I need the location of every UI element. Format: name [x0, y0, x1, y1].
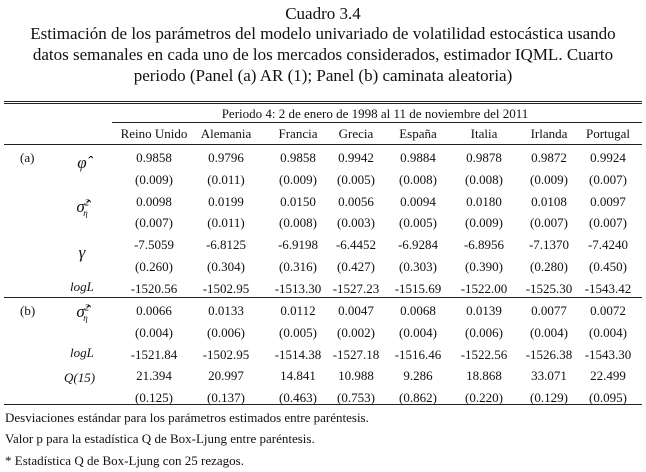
logl-label-b: logL — [70, 345, 94, 360]
cell-q15: 33.071 — [531, 368, 567, 383]
cell-phi-se: (0.009) — [279, 172, 317, 187]
cell-logl-a: -1520.56 — [130, 281, 178, 296]
cell-q15: 20.997 — [208, 368, 244, 383]
note-3: * Estadística Q de Box-Ljung con 25 rezagos. — [5, 453, 244, 468]
cell-logl-a: -1515.69 — [394, 281, 442, 296]
cell-sigma-b-se: (0.005) — [279, 325, 317, 340]
cell-sigma-a: 0.0098 — [136, 194, 172, 209]
cell-q15-pvalue: (0.862) — [399, 390, 437, 405]
cell-sigma-a: 0.0056 — [338, 194, 374, 209]
cell-phi: 0.9796 — [208, 150, 244, 165]
cell-sigma-a: 0.0199 — [208, 194, 244, 209]
panel-divider-rule — [4, 297, 642, 298]
column-header: España — [399, 126, 437, 141]
cell-logl-b: -1502.95 — [202, 347, 250, 362]
note-1: Desviaciones estándar para los parámetros estimados entre paréntesis. — [5, 410, 369, 425]
cell-sigma-b-se: (0.004) — [135, 325, 173, 340]
cell-gamma: -7.1370 — [528, 237, 570, 252]
column-header: Reino Unido — [120, 126, 188, 141]
cell-logl-a: -1522.00 — [460, 281, 508, 296]
cell-logl-b: -1527.18 — [332, 347, 380, 362]
cell-sigma-a-se: (0.011) — [207, 215, 245, 230]
cell-sigma-b-se: (0.006) — [465, 325, 503, 340]
cell-logl-b: -1516.46 — [394, 347, 442, 362]
cell-sigma-b: 0.0077 — [531, 303, 567, 318]
caption-line-1: Estimación de los parámetros del modelo univariado de volatilidad estocástica usando — [30, 24, 616, 43]
cell-q15-pvalue: (0.220) — [465, 390, 503, 405]
cell-logl-a: -1543.42 — [584, 281, 632, 296]
cell-phi-se: (0.008) — [399, 172, 437, 187]
cell-gamma-se: (0.316) — [279, 259, 317, 274]
cell-q15: 22.499 — [590, 368, 626, 383]
column-header: Alemania — [200, 126, 252, 141]
cell-sigma-a-se: (0.003) — [337, 215, 375, 230]
cell-gamma: -7.4240 — [587, 237, 629, 252]
table-number: Cuadro 3.4 — [285, 4, 361, 23]
cell-sigma-b: 0.0066 — [136, 303, 172, 318]
cell-phi-se: (0.007) — [589, 172, 627, 187]
bottom-rule — [4, 404, 642, 405]
cell-phi-se: (0.008) — [465, 172, 503, 187]
cell-phi: 0.9858 — [280, 150, 316, 165]
cell-phi-se: (0.009) — [530, 172, 568, 187]
cell-sigma-b: 0.0133 — [208, 303, 244, 318]
sigma-eta-symbol-b: σ̂$^2_\eta$ — [76, 302, 90, 324]
gamma-symbol: γ — [78, 243, 86, 262]
cell-gamma-se: (0.450) — [589, 259, 627, 274]
top-rule-double — [4, 103, 642, 104]
column-header: Portugal — [585, 126, 631, 141]
cell-sigma-b: 0.0068 — [400, 303, 436, 318]
top-rule — [4, 101, 642, 102]
column-header: Grecia — [338, 126, 374, 141]
cell-gamma-se: (0.304) — [207, 259, 245, 274]
cell-gamma: -7.5059 — [133, 237, 175, 252]
cell-sigma-b-se: (0.004) — [589, 325, 627, 340]
cell-logl-b: -1543.30 — [584, 347, 632, 362]
column-header: Francia — [278, 126, 318, 141]
cell-gamma-se: (0.390) — [465, 259, 503, 274]
cell-logl-a: -1525.30 — [525, 281, 573, 296]
cell-gamma: -6.9284 — [397, 237, 439, 252]
header-rule — [4, 144, 642, 145]
cell-logl-a: -1502.95 — [202, 281, 250, 296]
cell-phi-se: (0.011) — [207, 172, 245, 187]
cell-logl-b: -1526.38 — [525, 347, 573, 362]
period-label: Periodo 4: 2 de enero de 1998 al 11 de noviembre del 2011 — [221, 106, 529, 121]
panel-b-label: (b) — [20, 303, 36, 318]
note-2: Valor p para la estadística Q de Box-Ljung entre paréntesis. — [5, 431, 315, 446]
cell-q15-pvalue: (0.129) — [530, 390, 568, 405]
cell-sigma-a: 0.0097 — [590, 194, 626, 209]
cell-sigma-a-se: (0.008) — [279, 215, 317, 230]
caption-line-3: periodo (Panel (a) AR (1); Panel (b) caminata aleatoria) — [133, 66, 513, 85]
cell-q15-pvalue: (0.463) — [279, 390, 317, 405]
cell-q15-pvalue: (0.125) — [135, 390, 173, 405]
cell-sigma-b-se: (0.004) — [399, 325, 437, 340]
cell-sigma-a-se: (0.009) — [465, 215, 503, 230]
cell-logl-b: -1521.84 — [130, 347, 178, 362]
caption-line-2: datos semanales en cada uno de los mercados considerados, estimador IQML. Cuarto — [32, 45, 614, 64]
cell-sigma-a: 0.0108 — [531, 194, 567, 209]
cell-phi-se: (0.005) — [337, 172, 375, 187]
cell-phi: 0.9924 — [590, 150, 626, 165]
cell-q15-pvalue: (0.095) — [589, 390, 627, 405]
cell-phi: 0.9858 — [136, 150, 172, 165]
cell-gamma-se: (0.427) — [337, 259, 375, 274]
cell-phi: 0.9872 — [531, 150, 567, 165]
cell-sigma-b-se: (0.006) — [207, 325, 245, 340]
cell-sigma-b-se: (0.002) — [337, 325, 375, 340]
cell-phi: 0.9884 — [400, 150, 436, 165]
cell-sigma-b: 0.0047 — [338, 303, 374, 318]
cell-q15: 10.988 — [338, 368, 374, 383]
q15-label: Q(15) — [64, 370, 96, 385]
cell-phi-se: (0.009) — [135, 172, 173, 187]
cell-logl-b: -1514.38 — [274, 347, 322, 362]
cell-gamma-se: (0.303) — [399, 259, 437, 274]
cell-sigma-a: 0.0180 — [466, 194, 502, 209]
cell-sigma-a-se: (0.005) — [399, 215, 437, 230]
phi-symbol: φ̂ — [77, 153, 87, 172]
cell-gamma-se: (0.280) — [530, 259, 568, 274]
cell-phi: 0.9878 — [466, 150, 502, 165]
column-header: Italia — [470, 126, 498, 141]
cell-sigma-b-se: (0.004) — [530, 325, 568, 340]
cell-sigma-b: 0.0112 — [280, 303, 316, 318]
cell-q15: 21.394 — [136, 368, 172, 383]
cell-q15-pvalue: (0.137) — [207, 390, 245, 405]
cell-sigma-a-se: (0.007) — [530, 215, 568, 230]
cell-sigma-a: 0.0094 — [400, 194, 436, 209]
sigma-eta-symbol-a: σ̂$^2_\eta$ — [76, 197, 90, 219]
cell-logl-a: -1527.23 — [332, 281, 380, 296]
period-rule — [112, 122, 642, 123]
cell-gamma: -6.4452 — [335, 237, 377, 252]
cell-gamma-se: (0.260) — [135, 259, 173, 274]
cell-gamma: -6.8125 — [205, 237, 247, 252]
cell-sigma-a-se: (0.007) — [135, 215, 173, 230]
cell-gamma: -6.9198 — [277, 237, 319, 252]
logl-label-a: logL — [70, 279, 94, 294]
cell-logl-b: -1522.56 — [460, 347, 508, 362]
cell-q15-pvalue: (0.753) — [337, 390, 375, 405]
cell-q15: 9.286 — [403, 368, 433, 383]
cell-phi: 0.9942 — [338, 150, 374, 165]
cell-sigma-a-se: (0.007) — [589, 215, 627, 230]
cell-logl-a: -1513.30 — [274, 281, 322, 296]
cell-sigma-a: 0.0150 — [280, 194, 316, 209]
cell-q15: 14.841 — [280, 368, 316, 383]
cell-gamma: -6.8956 — [463, 237, 505, 252]
column-header: Irlanda — [530, 126, 568, 141]
cell-sigma-b: 0.0139 — [466, 303, 502, 318]
cell-q15: 18.868 — [466, 368, 502, 383]
panel-a-label: (a) — [20, 150, 35, 165]
cell-sigma-b: 0.0072 — [590, 303, 626, 318]
